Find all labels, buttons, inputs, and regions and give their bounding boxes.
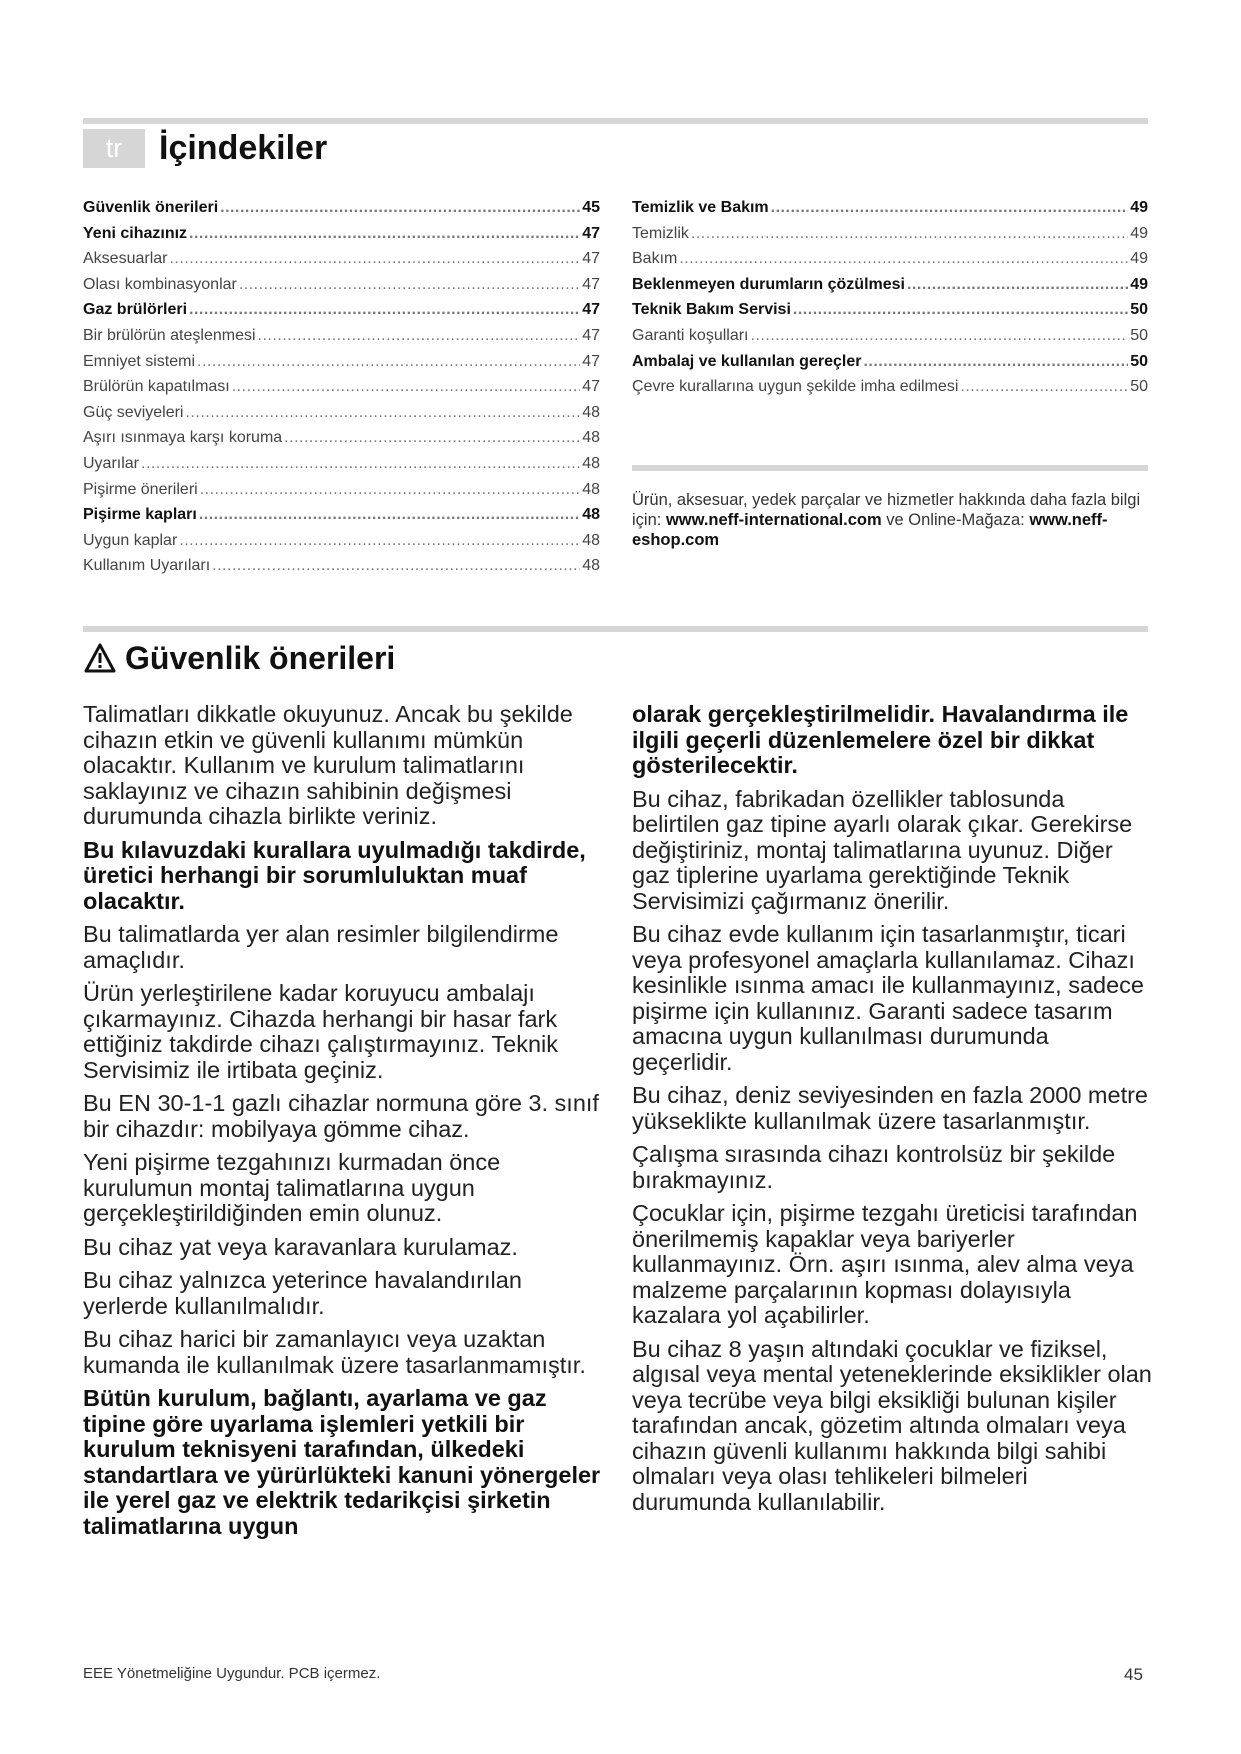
- toc-leader: [960, 374, 1128, 400]
- toc-leader: [179, 528, 580, 554]
- toc-entry-label: Güvenlik önerileri: [83, 199, 219, 216]
- toc-entry[interactable]: [632, 195, 1148, 221]
- toc-entry-label: Beklenmeyen durumların çözülmesi: [632, 275, 905, 293]
- page-number: 45: [1124, 1665, 1143, 1684]
- section-title-text: Güvenlik önerileri: [125, 640, 396, 676]
- toc-entry[interactable]: [83, 425, 600, 451]
- toc-entry-page: 50: [1130, 378, 1148, 396]
- toc-entry-page: 49: [1130, 275, 1148, 293]
- toc-leader: [189, 221, 580, 247]
- body-paragraph: Bu cihaz, fabrikadan özellikler tablosunda belirtilen gaz tipine ayarlı olarak çıkar. Gerekirse değiştiriniz, montaj talimatlarına uyunuz. Diğer gaz tiplerine uyarlama gerektiğinde Teknik Servisimizi çağırmanız önerilir.: [632, 785, 1133, 914]
- toc-entry-page: 47: [582, 224, 600, 242]
- toc-entry[interactable]: [83, 246, 600, 272]
- toc-entry-label: Pişirme önerileri: [83, 480, 198, 498]
- toc-entry-label: Temizlik ve Bakım: [632, 199, 769, 216]
- body-paragraph: Yeni pişirme tezgahınızı kurmadan önce kurulumun montaj talimatlarına uygun gerçekleştirildiğinden emin olunuz.: [83, 1149, 501, 1226]
- body-paragraph: Talimatları dikkatle okuyunuz. Ancak bu şekilde cihazın etkin ve güvenli kullanımı mümkün olacaktır. Kullanım ve kurulum talimatlarını saklayınız ve cihazın sahibinin değişmesi durumunda cihazla birlikte veriniz.: [83, 701, 573, 829]
- toc-entry-label: Aksesuarlar: [83, 250, 168, 268]
- toc-entry[interactable]: [83, 272, 600, 298]
- toc-entry[interactable]: [83, 553, 600, 579]
- toc-entry-label: Gaz brülörleri: [83, 301, 188, 319]
- toc-leader: [284, 425, 580, 451]
- toc-entry[interactable]: [83, 323, 600, 349]
- toc-leader: [691, 221, 1128, 247]
- toc-entry[interactable]: [632, 246, 1148, 272]
- toc-entry-page: 48: [582, 454, 600, 472]
- toc-entry[interactable]: [83, 502, 600, 528]
- toc-title: İçindekiler: [159, 129, 328, 167]
- toc-entry-page: 50: [1130, 301, 1148, 319]
- toc-entry-page: 48: [582, 557, 600, 575]
- body-paragraph: Bu cihaz harici bir zamanlayıcı veya uzaktan kumanda ile kullanılmak üzere tasarlanmamıştır.: [83, 1326, 586, 1378]
- body-paragraph: Bu talimatlarda yer alan resimler bilgilendirme amaçlıdır.: [83, 921, 559, 973]
- body-right-column: [632, 702, 1152, 1523]
- toc-entry-label: Çevre kurallarına uygun şekilde imha edilmesi: [632, 378, 959, 396]
- section-divider: [83, 626, 1148, 632]
- info-text-part: Ürün, aksesuar, yedek parçalar ve hizmetler hakkında daha fazla bilgi için:: [632, 491, 1141, 529]
- body-paragraph: Bu cihaz evde kullanım için tasarlanmıştır, ticari veya profesyonel amaçlarla kullanılamaz. Cihazı kesinlikle ısınma amacı ile kullanmayınız, sadece pişirme için kullanınız. Garanti sadece tasarım amacına uygun kullanılması durumunda geçerlidir.: [632, 921, 1144, 1075]
- toc-entry[interactable]: [83, 477, 600, 503]
- body-paragraph: Bu cihaz yat veya karavanlara kurulamaz.: [83, 1233, 518, 1260]
- toc-entry-page: 49: [1130, 224, 1148, 242]
- toc-leader: [212, 553, 580, 579]
- toc-entry-label: Garanti koşulları: [632, 326, 749, 344]
- toc-entry-label: Temizlik: [632, 224, 689, 242]
- toc-entry-page: 48: [582, 429, 600, 447]
- language-badge: tr: [83, 129, 145, 168]
- toc-right-column: [632, 195, 1148, 400]
- body-paragraph: Bu cihaz yalnızca yeterince havalandırılan yerlerde kullanılmalıdır.: [83, 1267, 522, 1319]
- toc-leader: [239, 272, 580, 298]
- more-info-text: [632, 490, 1148, 550]
- toc-entry[interactable]: [83, 221, 600, 247]
- toc-entry-label: Kullanım Uyarıları: [83, 557, 211, 575]
- toc-entry-page: 49: [1130, 250, 1148, 268]
- toc-entry-label: Bakım: [632, 250, 678, 268]
- toc-leader: [751, 323, 1129, 349]
- toc-entry[interactable]: [83, 400, 600, 426]
- toc-entry-label: Pişirme kapları: [83, 506, 197, 524]
- toc-entry-page: 48: [582, 480, 600, 498]
- body-left-column: [83, 702, 608, 1547]
- toc-leader: [793, 297, 1128, 323]
- toc-leader: [199, 502, 580, 528]
- body-paragraph: Bu EN 30-1-1 gazlı cihazlar normuna göre 3. sınıf bir cihazdır: mobilyaya gömme cihaz.: [83, 1090, 599, 1142]
- toc-leader: [863, 349, 1128, 375]
- toc-leader: [220, 195, 580, 221]
- toc-entry[interactable]: [83, 349, 600, 375]
- toc-entry-label: Güç seviyeleri: [83, 403, 184, 421]
- toc-entry-page: 47: [582, 352, 600, 370]
- eshop-link[interactable]: www.neff-eshop.com: [632, 511, 1108, 549]
- toc-entry[interactable]: [632, 297, 1148, 323]
- toc-entry-label: Teknik Bakım Servisi: [632, 301, 791, 319]
- body-paragraph: Bütün kurulum, bağlantı, ayarlama ve gaz tipine göre uyarlama işlemleri yetkili bir kurulum teknisyeni tarafından, ülkedeki standartlara ve yürürlükteki kanuni yönergeler ile yerel gaz ve elektrik tedarikçisi şirketin talimatlarına uygun: [83, 1385, 601, 1539]
- warning-triangle-icon: [83, 642, 117, 674]
- body-paragraph: Ürün yerleştirilene kadar koruyucu ambalajı çıkarmayınız. Cihazda herhangi bir hasar fark ettiğiniz takdirde cihazı çalıştırmayınız. Teknik Servisimiz ile irtibata geçiniz.: [83, 980, 558, 1083]
- website-link[interactable]: www.neff-international.com: [665, 511, 882, 529]
- toc-leader: [679, 246, 1128, 272]
- toc-entry-label: Yeni cihazınız: [83, 224, 188, 242]
- toc-leader: [141, 451, 580, 477]
- footer-note: EEE Yönetmeliğine Uygundur. PCB içermez.: [83, 1665, 381, 1682]
- toc-entry-page: 48: [582, 403, 600, 421]
- toc-leader: [232, 374, 580, 400]
- toc-entry[interactable]: [83, 297, 600, 323]
- toc-entry-page: 50: [1130, 326, 1148, 344]
- body-paragraph: Bu cihaz 8 yaşın altındaki çocuklar ve fiziksel, algısal veya mental yeteneklerinde eksiklikler olan veya tecrübe veya bilgi eksikliği bulunan kişiler tarafından ancak, gözetim altında olmaları veya cihazın güvenli kullanımı hakkında bilgi sahibi olmaları veya olası tehlikeleri bilmeleri durumunda kullanılabilir.: [632, 1335, 1152, 1515]
- toc-entry-page: 49: [1130, 199, 1148, 216]
- toc-leader: [200, 477, 581, 503]
- toc-entry-page: 47: [582, 275, 600, 293]
- toc-entry-page: 45: [582, 199, 600, 216]
- toc-leader: [907, 272, 1128, 298]
- toc-entry-label: Emniyet sistemi: [83, 352, 196, 370]
- info-text-part: ve Online-Mağaza:: [881, 511, 1030, 529]
- toc-entry[interactable]: [632, 272, 1148, 298]
- toc-leader: [771, 195, 1129, 221]
- body-paragraph: Çalışma sırasında cihazı kontrolsüz bir şekilde bırakmayınız.: [632, 1141, 1116, 1193]
- toc-leader: [189, 297, 580, 323]
- toc-leader: [258, 323, 581, 349]
- toc-entry[interactable]: [83, 451, 600, 477]
- toc-entry[interactable]: [83, 528, 600, 554]
- toc-entry-label: Uygun kaplar: [83, 531, 178, 549]
- section-title: [83, 636, 395, 680]
- toc-entry[interactable]: [632, 374, 1148, 400]
- toc-entry-page: 48: [582, 506, 600, 524]
- toc-entry-page: 47: [582, 250, 600, 268]
- toc-entry-label: Uyarılar: [83, 454, 140, 472]
- toc-entry[interactable]: [632, 349, 1148, 375]
- toc-entry-label: Olası kombinasyonlar: [83, 275, 237, 293]
- toc-entry-page: 47: [582, 326, 600, 344]
- toc-entry[interactable]: [83, 374, 600, 400]
- toc-entry-label: Bir brülörün ateşlenmesi: [83, 326, 256, 344]
- body-paragraph: Çocuklar için, pişirme tezgahı üreticisi tarafından önerilmemiş kapaklar veya bariyerler kullanmayınız. Örn. aşırı ısınma, alev alma veya malzeme parçalarının kopması dolayısıyla kazalara yol açabilirler.: [632, 1200, 1138, 1328]
- body-paragraph: olarak gerçekleştirilmelidir. Havalandırma ile ilgili geçerli düzenlemelere özel bir dikkat gösterilecektir.: [632, 701, 1129, 778]
- top-divider: [83, 118, 1148, 124]
- toc-entry-page: 47: [582, 378, 600, 396]
- body-paragraph: Bu kılavuzdaki kurallara uyulmadığı takdirde, üretici herhangi bir sorumluluktan muaf olacaktır.: [83, 836, 586, 914]
- toc-leader: [197, 349, 580, 375]
- toc-entry-label: Brülörün kapatılması: [83, 378, 230, 396]
- toc-left-column: [83, 195, 600, 579]
- toc-entry[interactable]: [83, 195, 600, 221]
- info-divider: [632, 465, 1148, 471]
- toc-leader: [169, 246, 580, 272]
- toc-leader: [185, 400, 580, 426]
- toc-entry[interactable]: [632, 221, 1148, 247]
- toc-entry-label: Aşırı ısınmaya karşı koruma: [83, 429, 283, 447]
- toc-entry-page: 47: [582, 301, 600, 319]
- toc-entry[interactable]: [632, 323, 1148, 349]
- toc-entry-page: 50: [1130, 352, 1148, 370]
- toc-entry-page: 48: [582, 531, 600, 549]
- toc-entry-label: Ambalaj ve kullanılan gereçler: [632, 352, 862, 370]
- body-paragraph: Bu cihaz, deniz seviyesinden en fazla 2000 metre yükseklikte kullanılmak üzere tasarlanmıştır.: [632, 1082, 1149, 1134]
